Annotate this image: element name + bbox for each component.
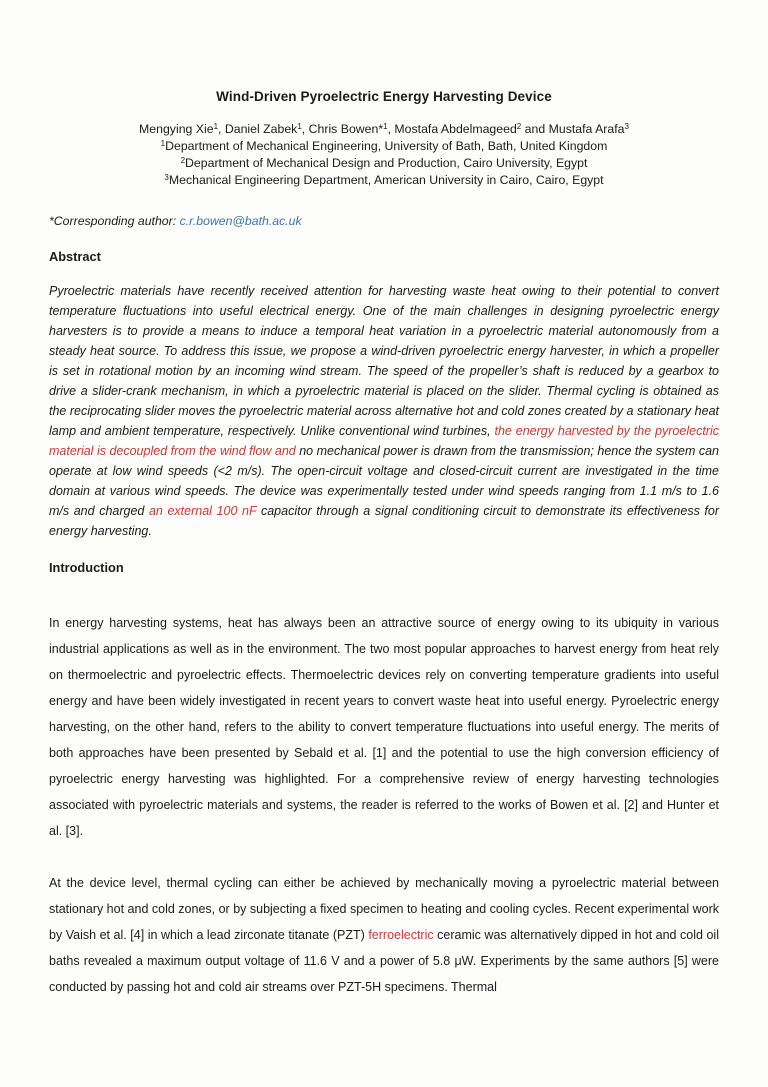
author-line bbox=[49, 121, 719, 138]
author-superscript: 1 bbox=[213, 122, 219, 132]
affiliation-superscript: 2 bbox=[180, 156, 186, 166]
author-name: Mostafa Abdelmageed bbox=[394, 122, 517, 136]
affiliation-text: Department of Mechanical Engineering, University of Bath, Bath, United Kingdom bbox=[165, 139, 608, 153]
affiliation-superscript: 1 bbox=[160, 139, 166, 149]
author-name: Mustafa Arafa bbox=[548, 122, 625, 136]
paper-title: Wind-Driven Pyroelectric Energy Harvesting Device bbox=[216, 89, 552, 104]
author-superscript: 3 bbox=[624, 122, 629, 132]
abstract-red-highlight-2: an external 100 nF bbox=[148, 504, 261, 518]
intro-text-run: At the device level, thermal cycling can either be achieved by mechanically moving a pyroelectric material between stationary hot and cold zones, or by subjecting a fixed specimen to heating and cooling cycles. Recent experimental work by Vaish et al. [4] in which a lead zirconate titanate (PZT) bbox=[49, 876, 719, 942]
affiliation-text: Department of Mechanical Design and Production, Cairo University, Egypt bbox=[185, 156, 588, 170]
abstract-red-highlight-1: the energy harvested by the pyroelectric material is decoupled from the wind flow and bbox=[49, 424, 719, 458]
affiliation-text: Mechanical Engineering Department, American University in Cairo, Cairo, Egypt bbox=[168, 173, 604, 187]
affiliation-line-3 bbox=[49, 172, 719, 189]
corresponding-author-line bbox=[49, 213, 719, 230]
corresponding-author-label: *Corresponding author: bbox=[49, 214, 180, 228]
abstract-text-run: Pyroelectric materials have recently received attention for harvesting waste heat owing to their potential to convert temperature fluctuations into useful electrical energy. One of the main challenges in designing pyroelectric energy harvesters is to provide a means to induce a temporal heat variation in a pyroelectric material autonomously from a steady heat source. To address this issue, we propose a wind-driven pyroelectric energy harvester, in which a propeller is set in rotational motion by an incoming wind stream. The speed of the propeller’s shaft is reduced by a gearbox to drive a slider-crank mechanism, in which a pyroelectric material is placed on the slider. Thermal cycling is obtained as the reciprocating slider moves the pyroelectric material across alternative hot and cold zones created by a stationary heat lamp and ambient temperature, respectively. Unlike conventional wind turbines, bbox=[49, 284, 719, 438]
corresponding-author-email-link[interactable]: c.r.bowen@bath.ac.uk bbox=[179, 214, 302, 228]
authors-block bbox=[49, 121, 719, 189]
author-separator: and bbox=[521, 122, 549, 136]
intro-red-highlight: ferroelectric bbox=[368, 928, 434, 942]
author-name: Daniel Zabek bbox=[224, 122, 298, 136]
introduction-heading: Introduction bbox=[49, 560, 124, 575]
author-separator: , bbox=[218, 122, 225, 136]
intro-text-run: ceramic was alternatively dipped in hot and cold oil baths revealed a maximum output voltage of 11.6 V and a power of 5.8 μW. Experiments by the same authors [5] were conducted by passing hot and cold air streams over PZT-5H specimens. Thermal bbox=[49, 928, 719, 994]
author-superscript: 1 bbox=[297, 122, 302, 132]
abstract-heading: Abstract bbox=[49, 249, 101, 264]
abstract-text-run: capacitor through a signal conditioning circuit to demonstrate its effectiveness for energy harvesting. bbox=[49, 504, 720, 538]
author-separator: , bbox=[301, 122, 309, 136]
author-separator: , bbox=[387, 122, 395, 136]
affiliation-superscript: 3 bbox=[164, 173, 169, 183]
affiliation-line-1 bbox=[49, 138, 719, 155]
author-superscript: 2 bbox=[516, 122, 522, 132]
introduction-paragraph-1: In energy harvesting systems, heat has always been an attractive source of energy owing to its ubiquity in various industrial applications as well as in the environment. The two most popular approaches to harvest energy from heat rely on thermoelectric and pyroelectric effects. Thermoelectric devices rely on converting temperature gradients into useful energy and have been widely investigated in recent years to convert waste heat into useful energy. Pyroelectric energy harvesting, on the other hand, refers to the ability to convert temperature fluctuations into useful energy. The merits of both approaches have been presented by Sebald et al. [1] and the potential to use the high conversion efficiency of pyroelectric energy harvesting was highlighted. For a comprehensive review of energy harvesting technologies associated with pyroelectric materials and systems, the reader is referred to the works of Bowen et al. [2] and Hunter et al. [3]. bbox=[49, 616, 719, 838]
author-name: Chris Bowen* bbox=[308, 122, 384, 136]
author-superscript: 1 bbox=[383, 122, 388, 132]
affiliation-line-2 bbox=[49, 155, 719, 172]
author-name: Mengying Xie bbox=[139, 122, 214, 136]
abstract-paragraph bbox=[49, 281, 719, 541]
introduction-paragraph-2 bbox=[49, 870, 719, 1000]
abstract-text-run: no mechanical power is drawn from the transmission; hence the system can operate at low wind speeds (<2 m/s). The open-circuit voltage and closed-circuit current are investigated in the time domain at various wind speeds. The device was experimentally tested under wind speeds ranging from 1.1 m/s to 1.6 m/s and charged bbox=[49, 444, 719, 518]
